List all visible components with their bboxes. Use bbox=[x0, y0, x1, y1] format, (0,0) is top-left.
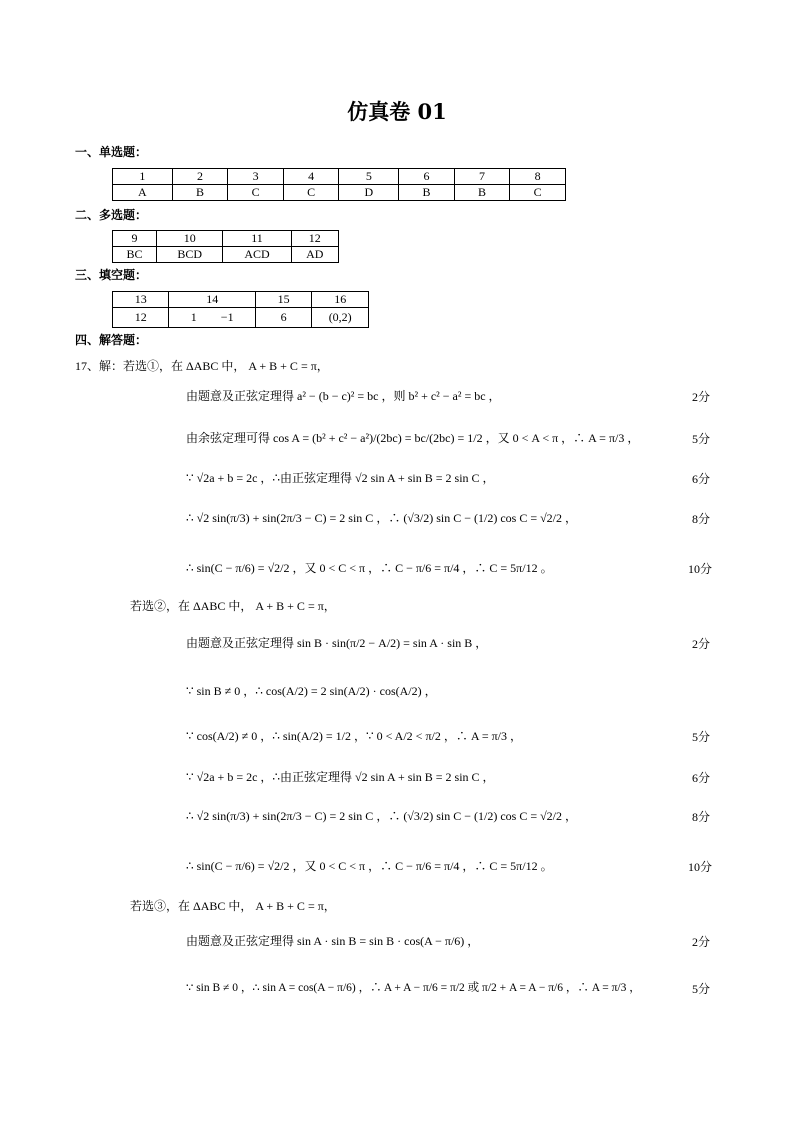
table-cell: 10 bbox=[157, 231, 223, 247]
solution-line: 由题意及正弦定理得 a² − (b − c)² = bc ，则 b² + c² − a² = bc ， bbox=[186, 389, 501, 403]
solution-line: ∴ √2 sin(π/3) + sin(2π/3 − C) = 2 sin C ，∴ (√3/2) sin C − (1/2) cos C = √2/2 ， bbox=[186, 809, 578, 823]
table-cell: 1 bbox=[113, 169, 173, 185]
solution-line: 由题意及正弦定理得 sin B · sin(π/2 − A/2) = sin A · sin B ， bbox=[186, 636, 488, 650]
solution-line: 17、解：若选①，在 ΔABC 中， A + B + C = π， bbox=[75, 359, 329, 373]
solution-line: ∴ sin(C − π/6) = √2/2 ，又 0 < C < π ，∴ C − π/6 = π/4 ，∴ C = 5π/12 。 bbox=[186, 859, 553, 873]
table-cell: 5 bbox=[339, 169, 399, 185]
table-cell: B bbox=[399, 185, 455, 201]
score-label: 5分 bbox=[692, 730, 711, 744]
table-cell: B bbox=[454, 185, 510, 201]
fill-blank-answer-table bbox=[112, 291, 369, 328]
table-row bbox=[113, 247, 339, 263]
table-cell: 3 bbox=[228, 169, 284, 185]
table-cell: AD bbox=[291, 247, 338, 263]
solution-line: ∵ sin B ≠ 0 ，∴ sin A = cos(A − π/6) ，∴ A + A − π/6 = π/2 或 π/2 + A = A − π/6 ，∴ A = π/3 ， bbox=[186, 982, 641, 994]
table-cell: B bbox=[172, 185, 228, 201]
table-cell: 6 bbox=[399, 169, 455, 185]
table-cell: C bbox=[510, 185, 566, 201]
single-choice-answer-table bbox=[112, 168, 566, 201]
table-row bbox=[113, 308, 369, 328]
table-cell: 7 bbox=[454, 169, 510, 185]
section-heading-solutions: 四、解答题： bbox=[75, 333, 148, 347]
section-heading-single-choice: 一、单选题： bbox=[75, 145, 148, 159]
table-cell: 8 bbox=[510, 169, 566, 185]
table-cell: 6 bbox=[255, 308, 311, 328]
score-label: 5分 bbox=[692, 982, 711, 996]
table-cell: 14 bbox=[169, 292, 255, 308]
score-label: 10分 bbox=[688, 860, 713, 874]
table-cell: 4 bbox=[283, 169, 339, 185]
table-cell: 1 −1 bbox=[169, 308, 255, 328]
score-label: 5分 bbox=[692, 432, 711, 446]
table-cell: 13 bbox=[113, 292, 169, 308]
table-cell: 15 bbox=[255, 292, 311, 308]
multi-choice-answer-table bbox=[112, 230, 339, 263]
section-heading-fill-blank: 三、填空题： bbox=[75, 268, 148, 282]
table-cell: A bbox=[113, 185, 173, 201]
solution-line: ∵ cos(A/2) ≠ 0 ，∴ sin(A/2) = 1/2 ，∵ 0 < A/2 < π/2 ，∴ A = π/3 ， bbox=[186, 729, 523, 743]
score-label: 6分 bbox=[692, 472, 711, 486]
solution-line: 若选③，在 ΔABC 中， A + B + C = π， bbox=[130, 899, 336, 913]
table-cell: (0,2) bbox=[312, 308, 369, 328]
table-cell: 9 bbox=[113, 231, 157, 247]
solution-line: ∵ √2a + b = 2c ，∴由正弦定理得 √2 sin A + sin B = 2 sin C ， bbox=[186, 471, 495, 485]
table-cell: 12 bbox=[291, 231, 338, 247]
page-title: 仿真卷 01 bbox=[347, 99, 447, 124]
table-cell: 16 bbox=[312, 292, 369, 308]
table-cell: BC bbox=[113, 247, 157, 263]
table-cell: C bbox=[228, 185, 284, 201]
table-cell: D bbox=[339, 185, 399, 201]
score-label: 6分 bbox=[692, 771, 711, 785]
score-label: 8分 bbox=[692, 810, 711, 824]
table-cell: 2 bbox=[172, 169, 228, 185]
table-cell: ACD bbox=[223, 247, 291, 263]
score-label: 8分 bbox=[692, 512, 711, 526]
table-row bbox=[113, 185, 566, 201]
solution-line: ∵ √2a + b = 2c ，∴由正弦定理得 √2 sin A + sin B = 2 sin C ， bbox=[186, 770, 495, 784]
table-cell: BCD bbox=[157, 247, 223, 263]
solution-line: ∵ sin B ≠ 0 ，∴ cos(A/2) = 2 sin(A/2) · cos(A/2) ， bbox=[186, 684, 437, 698]
table-cell: C bbox=[283, 185, 339, 201]
score-label: 2分 bbox=[692, 390, 711, 404]
score-label: 2分 bbox=[692, 637, 711, 651]
solution-line: 由题意及正弦定理得 sin A · sin B = sin B · cos(A − π/6) ， bbox=[186, 934, 480, 948]
score-label: 2分 bbox=[692, 935, 711, 949]
table-cell: 12 bbox=[113, 308, 169, 328]
solution-line: 若选②，在 ΔABC 中， A + B + C = π， bbox=[130, 599, 336, 613]
table-row bbox=[113, 231, 339, 247]
solution-line: 由余弦定理可得 cos A = (b² + c² − a²)/(2bc) = bc/(2bc) = 1/2 ，又 0 < A < π ，∴ A = π/3 ， bbox=[186, 431, 640, 445]
table-row bbox=[113, 292, 369, 308]
table-row bbox=[113, 169, 566, 185]
solution-line: ∴ √2 sin(π/3) + sin(2π/3 − C) = 2 sin C ，∴ (√3/2) sin C − (1/2) cos C = √2/2 ， bbox=[186, 511, 578, 525]
section-heading-multi-choice: 二、多选题： bbox=[75, 208, 148, 222]
solution-line: ∴ sin(C − π/6) = √2/2 ，又 0 < C < π ，∴ C − π/6 = π/4 ，∴ C = 5π/12 。 bbox=[186, 561, 553, 575]
table-cell: 11 bbox=[223, 231, 291, 247]
score-label: 10分 bbox=[688, 562, 713, 576]
